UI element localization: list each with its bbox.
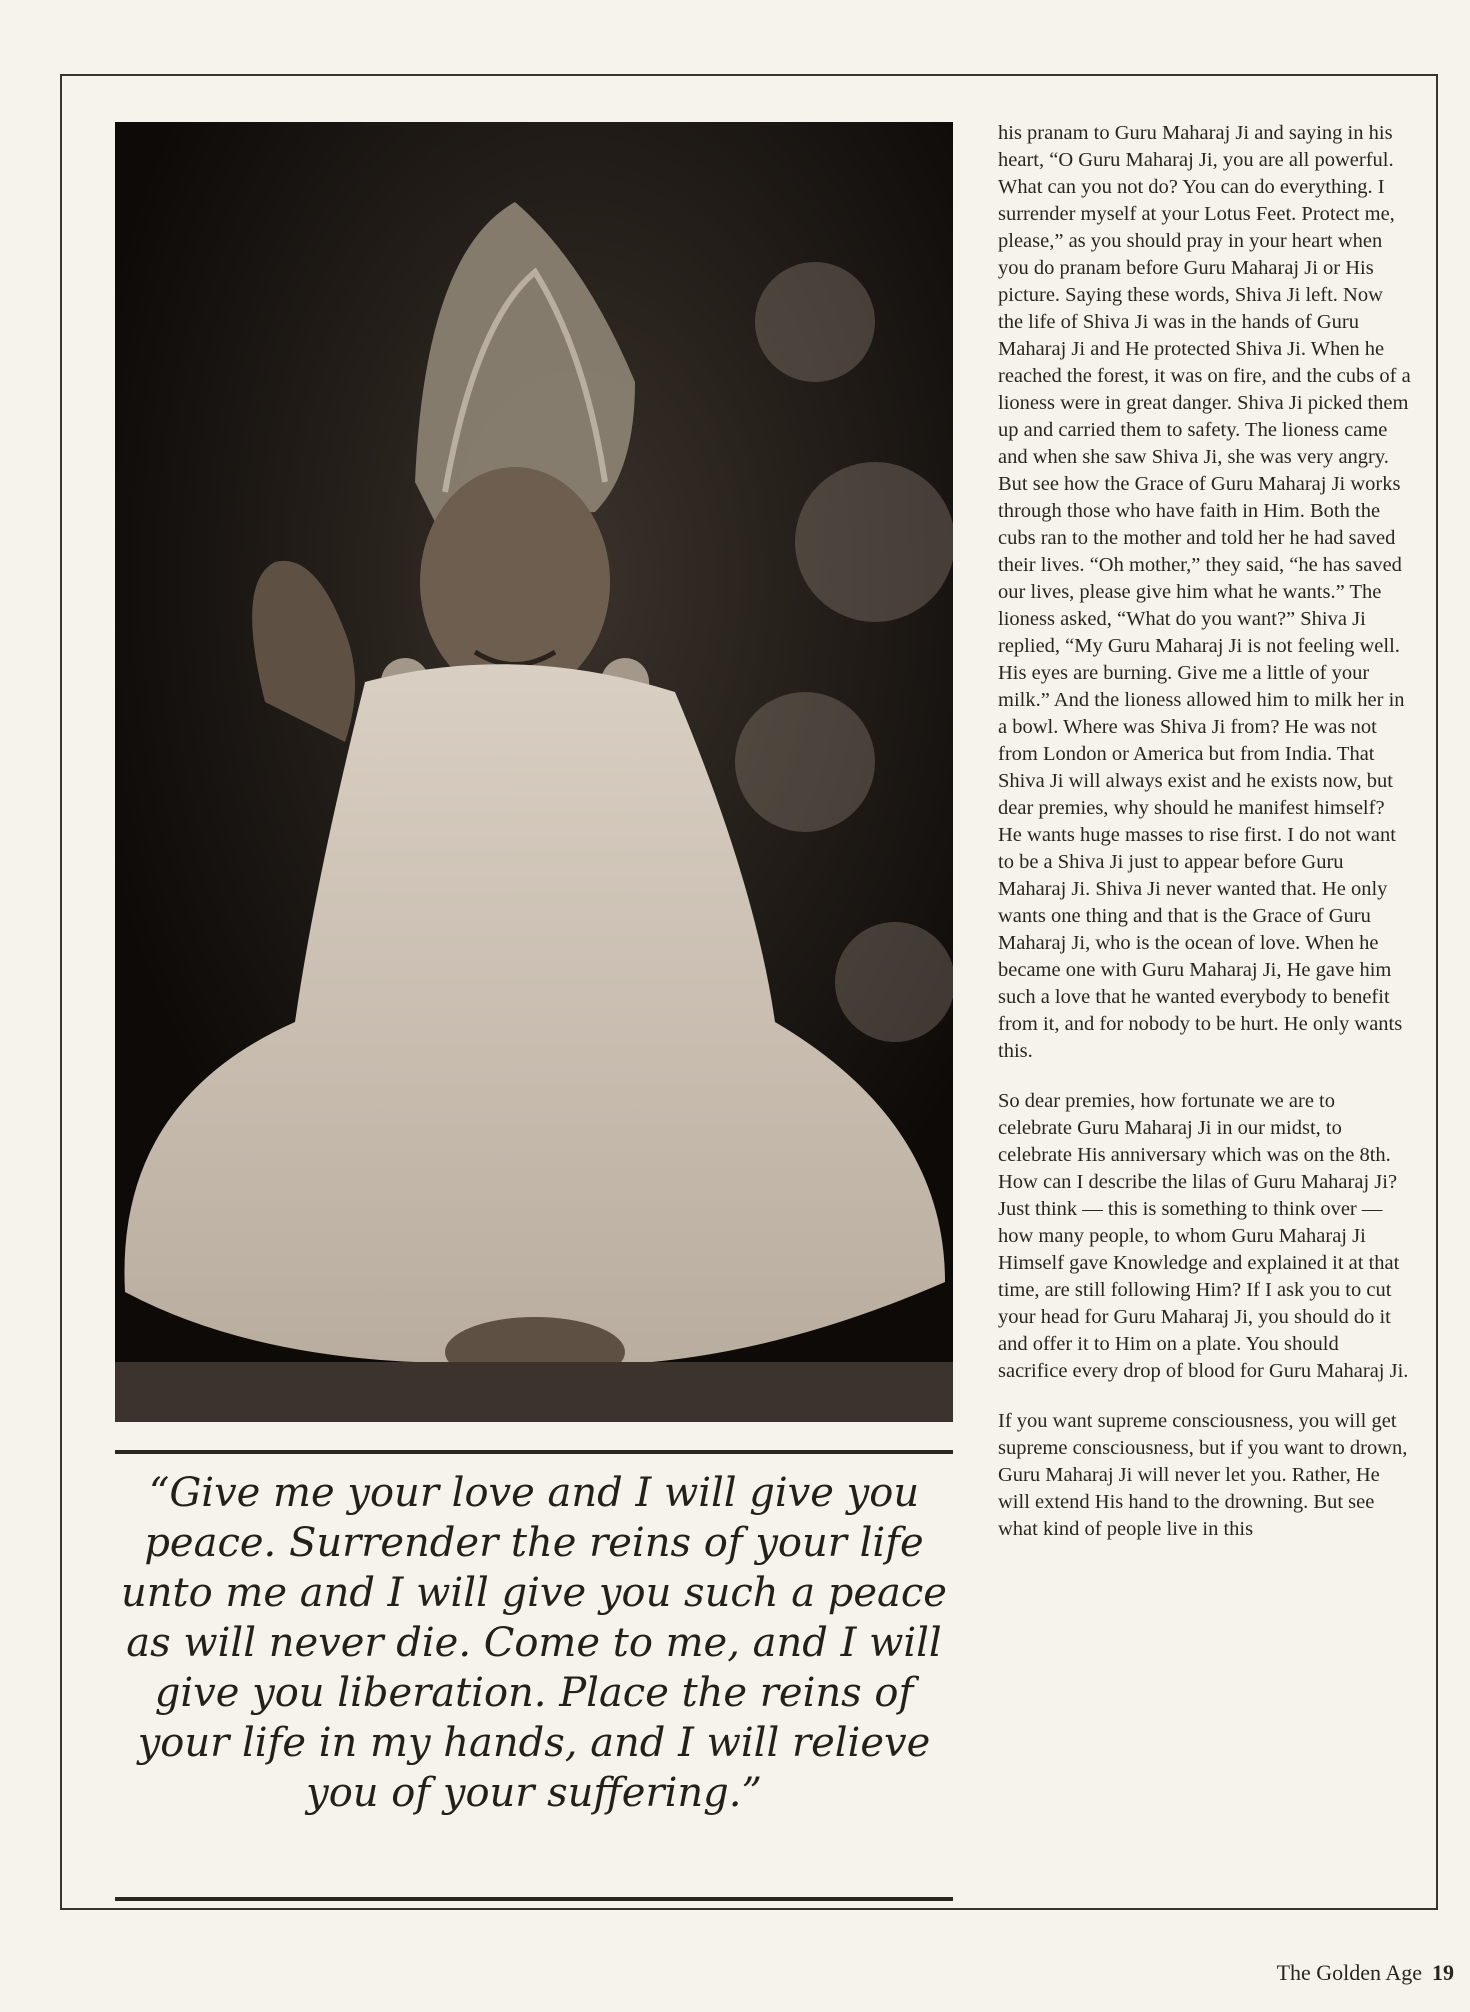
quote-rule-top: [115, 1450, 953, 1454]
page-number: 19: [1432, 1960, 1454, 1985]
pull-quote: “Give me your love and I will give you peace. Surrender the reins of your life unto me and I will give you such a peace as will never die. Come to me, and I will give you liberation. Place the reins of your life in my hands, and I will relieve you of your suffering.”: [121, 1470, 947, 1816]
page-footer: [1277, 1960, 1454, 1986]
article-paragraph: If you want supreme consciousness, you will get supreme consciousness, but if you want to drown, Guru Maharaj Ji will never let you. Rather, He will extend His hand to the drowning. But see what kind of people live in this: [998, 1410, 1408, 1540]
article-text-column: [998, 120, 1413, 1890]
article-paragraph: So dear premies, how fortunate we are to celebrate Guru Maharaj Ji in our midst, to celebrate His anniversary which was on the 8th. How can I describe the lilas of Guru Maharaj Ji? Just think — this is something to think over — how many people, to whom Guru Maharaj Ji Himself gave Knowledge and explained it at that time, are still following Him? If I ask you to cut your head for Guru Maharaj Ji, you should do it and offer it to Him on a plate. You should sacrifice every drop of blood for Guru Maharaj Ji.: [998, 1090, 1409, 1382]
publication-name: The Golden Age: [1276, 1960, 1422, 1985]
photo-illustration: [115, 122, 953, 1422]
article-paragraph: his pranam to Guru Maharaj Ji and saying in his heart, “O Guru Maharaj Ji, you are all powerful. What can you not do? You can do everything. I surrender myself at your Lotus Feet. Protect me, please,” as you should pray in your heart when you do pranam before Guru Maharaj Ji or His picture. Saying these words, Shiva Ji left. Now the life of Shiva Ji was in the hands of Guru Maharaj Ji and He protected Shiva Ji. When he reached the forest, it was on fire, and the cubs of a lioness were in great danger. Shiva Ji picked them up and carried them to safety. The lioness came and when she saw Shiva Ji, she was very angry. But see how the Grace of Guru Maharaj Ji works through those who have faith in Him. Both the cubs ran to the mother and told her he had saved their lives. “Oh mother,” they said, “he has saved our lives, please give him what he wants.” The lioness asked, “What do you want?” Shiva Ji replied, “My Guru Maharaj Ji is not feeling well. His eyes are burning. Give me a little of your milk.” And the lioness allowed him to milk her in a bowl. Where was Shiva Ji from? He was not from London or America but from India. That Shiva Ji will always exist and he exists now, but dear premies, why should he manifest himself? He wants huge masses to rise first. I do not want to be a Shiva Ji just to appear before Guru Maharaj Ji. Shiva Ji never wanted that. He only wants one thing and that is the Grace of Guru Maharaj Ji, who is the ocean of love. When he became one with Guru Maharaj Ji, He gave him such a love that he wanted everybody to benefit from it, and for nobody to be hurt. He only wants this.: [998, 122, 1411, 1062]
quote-rule-bottom: [115, 1897, 953, 1901]
photograph: [115, 122, 953, 1422]
